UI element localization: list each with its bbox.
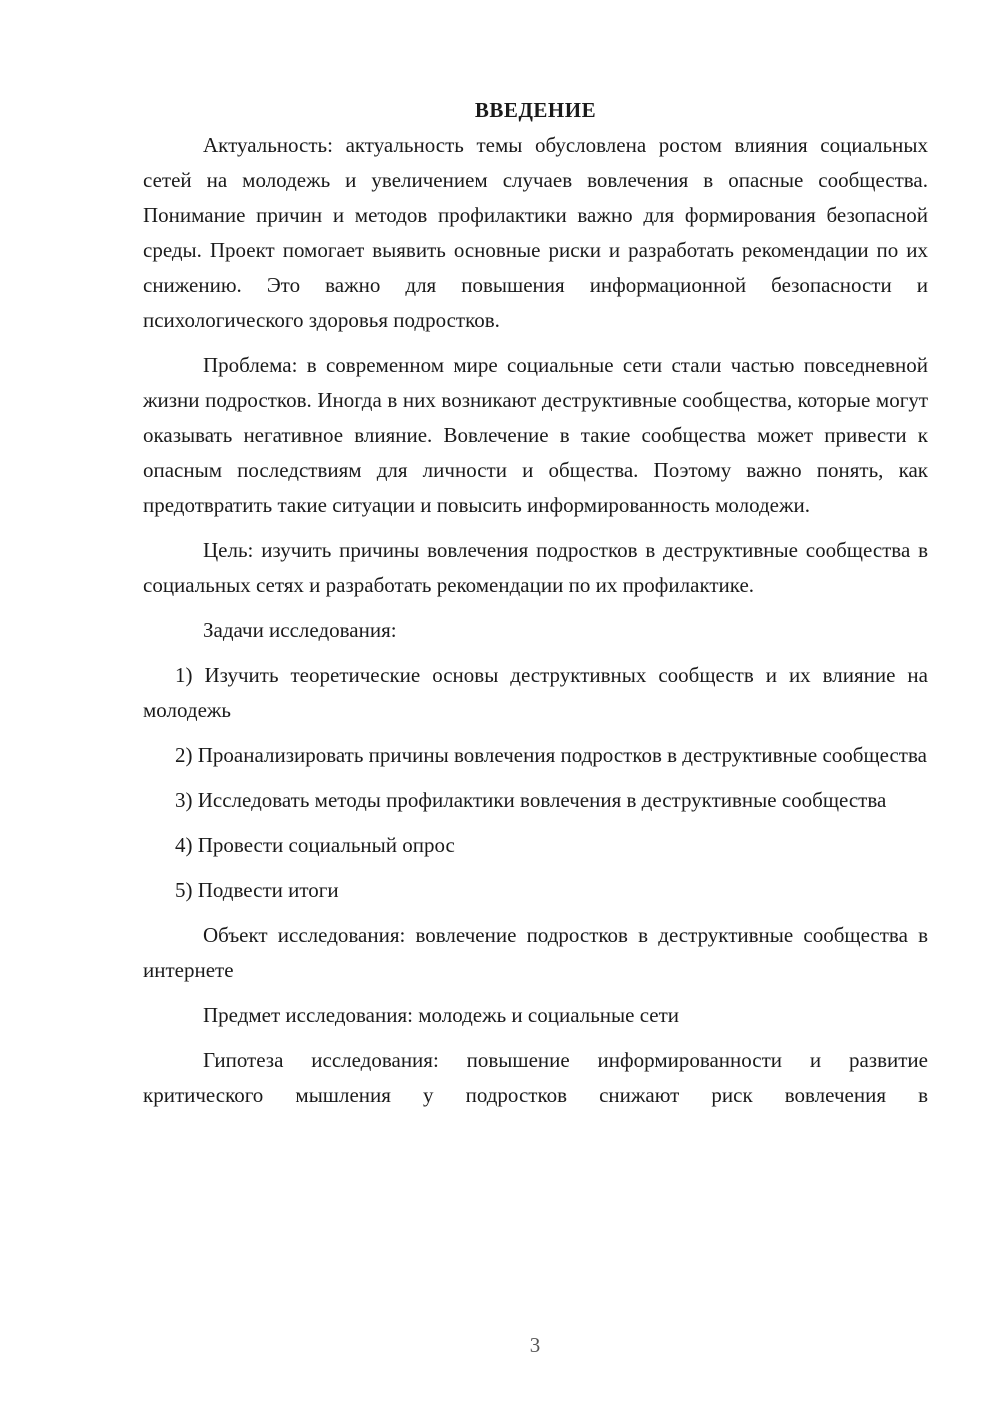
page-number: 3 bbox=[529, 1333, 541, 1357]
task-item: 4) Провести социальный опрос bbox=[175, 833, 455, 857]
task-item: 1) Изучить теоретические основы деструктивных сообществ и их влияние на молодежь bbox=[143, 663, 928, 722]
paragraph-problem: Проблема: в современном мире социальные сети стали частью повседневной жизни подростков. Иногда в них возникают деструктивные сообщества, которые могут оказывать негативное влияние. Вовлечение в такие сообщества может привести к опасным последствиям для личности и общества. Поэтому важно понять, как предотвратить такие ситуации и повысить информированность молодежи. bbox=[143, 353, 928, 517]
task-item: 5) Подвести итоги bbox=[175, 878, 339, 902]
document-page bbox=[143, 92, 928, 1113]
paragraph-object: Объект исследования: вовлечение подростков в деструктивные сообщества в интернете bbox=[143, 923, 928, 982]
paragraph-tasks-heading: Задачи исследования: bbox=[203, 618, 397, 642]
paragraph-subject: Предмет исследования: молодежь и социальные сети bbox=[203, 1003, 680, 1027]
paragraph-hypothesis: Гипотеза исследования: повышение информированности и развитие критического мышления у подростков снижают риск вовлечения в bbox=[143, 1048, 928, 1107]
task-item: 3) Исследовать методы профилактики вовлечения в деструктивные сообщества bbox=[175, 788, 887, 812]
paragraph-relevance: Актуальность: актуальность темы обусловлена ростом влияния социальных сетей на молодежь и увеличением случаев вовлечения в опасные сообщества. Понимание причин и методов профилактики важно для формирования безопасной среды. Проект помогает выявить основные риски и разработать рекомендации по их снижению. Это важно для повышения информационной безопасности и психологического здоровья подростков. bbox=[143, 133, 928, 332]
section-title: ВВЕДЕНИЕ bbox=[474, 98, 597, 122]
paragraph-goal: Цель: изучить причины вовлечения подростков в деструктивные сообщества в социальных сетях и разработать рекомендации по их профилактике. bbox=[143, 538, 928, 597]
task-item: 2) Проанализировать причины вовлечения подростков в деструктивные сообщества bbox=[175, 743, 927, 767]
